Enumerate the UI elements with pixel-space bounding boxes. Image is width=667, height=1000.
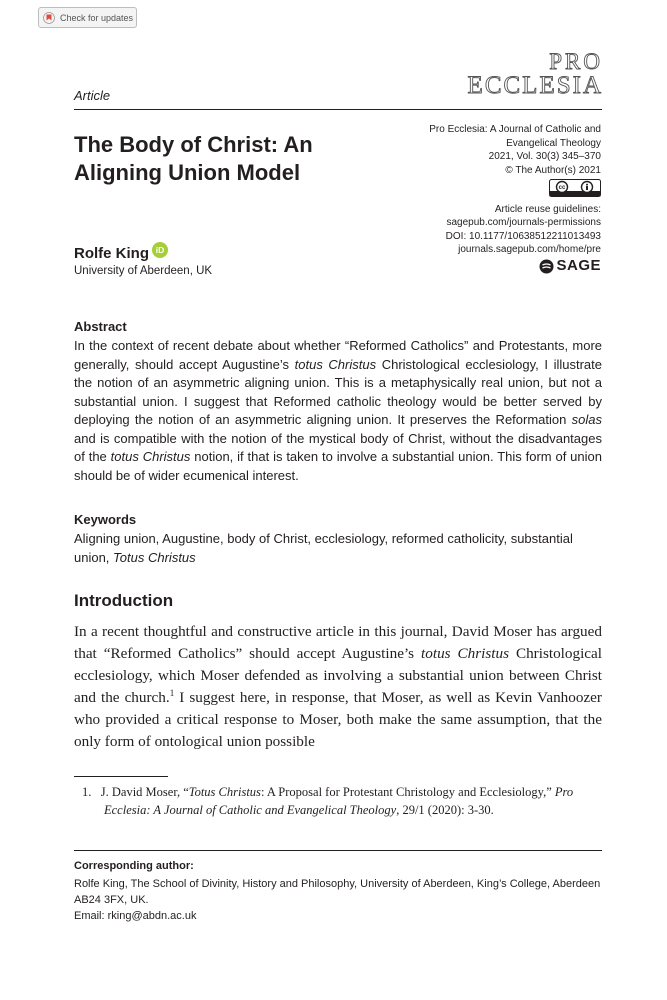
sage-logo	[539, 259, 601, 274]
introduction-text: In a recent thoughtful and constructive article in this journal, David Moser has argued that “Reformed Catholics” should accept Augustine’s totus Christus Christological ecclesiology, which Moser defended as involving a substantial union between Christ and the church.$^1$ I suggest here, in response, that Moser, as well as Kevin Vanhoozer who provided a critical response to Moser, both make the same assumption, that the only form of ontological union possible	[74, 623, 602, 750]
volume-info: 2021, Vol. 30(3) 345–370	[488, 151, 601, 162]
journal-url[interactable]: journals.sagepub.com/home/pre	[458, 244, 601, 255]
header-divider	[74, 109, 602, 110]
article-title: The Body of Christ: An Aligning Union Model	[74, 132, 313, 185]
author-name-row	[74, 245, 168, 262]
permissions-link[interactable]: sagepub.com/journals-permissions	[446, 217, 601, 228]
check-for-updates-label: Check for updates	[60, 12, 134, 23]
corresponding-address: Rolfe King, The School of Divinity, History and Philosophy, University of Aberdeen, King’s College, Aberdeen AB24 3FX, UK.	[74, 878, 601, 906]
footnote-ref[interactable]: 1	[169, 687, 175, 698]
author-affiliation: University of Aberdeen, UK	[74, 265, 213, 277]
reuse-guidelines-label: Article reuse guidelines:	[494, 203, 601, 215]
footnote: 1. J. David Moser, “Totus Christus: A Proposal for Protestant Christology and Ecclesiology,” Pro Ecclesia: A Journal of Catholic and Evangelical Theology, 29/1 (2020): 3-30.	[82, 785, 574, 817]
sage-icon	[539, 259, 554, 274]
publisher-name: SAGE	[556, 257, 601, 275]
orcid-icon[interactable]	[152, 242, 168, 258]
svg-text:iD: iD	[155, 244, 165, 255]
article-type-label: Article	[74, 88, 111, 103]
keywords-text: Aligning union, Augustine, body of Christ, ecclesiology, reformed catholicity, substantial union, Totus Christus	[74, 531, 573, 565]
footnote-number: 1.	[82, 785, 92, 799]
article-metadata	[361, 123, 601, 278]
corresponding-email[interactable]: Email: rking@abdn.ac.uk	[74, 910, 197, 922]
abstract-text: In the context of recent debate about whether “Reformed Catholics” and Protestants, more generally, should accept Augustine’s totus Christus Christological ecclesiology, I illustrate the notion of an asymmetric aligning union. This is a metaphysically real union, but not a substantial union. I suggest that Reformed catholic theology would be better served by deploying the notion of an asymmetric aligning union. It preserves the Reformation solas and is compatible with the notion of the mystical body of Christ, without the disadvantages of the totus Christus notion, if that is taken to involve a substantial union. This form of union should be of wider ecumenical interest.	[74, 338, 602, 483]
abstract-heading: Abstract	[74, 319, 127, 334]
doi[interactable]: DOI: 10.1177/10638512211013493	[445, 230, 601, 242]
copyright: © The Author(s) 2021	[505, 164, 601, 176]
footnote-divider	[74, 776, 168, 777]
journal-logo-line2: ECCLESIA	[467, 72, 603, 99]
corresponding-author-info	[74, 876, 602, 924]
svg-text:cc: cc	[558, 185, 566, 191]
crossmark-icon	[43, 12, 55, 24]
journal-name-line2: Evangelical Theology	[506, 137, 601, 149]
journal-logo	[468, 50, 603, 98]
check-for-updates-button[interactable]	[38, 7, 137, 28]
corresponding-divider	[74, 850, 602, 851]
journal-name-line1: Pro Ecclesia: A Journal of Catholic and	[429, 124, 601, 135]
author-name: Rolfe King	[74, 245, 149, 262]
keywords-heading: Keywords	[74, 512, 137, 527]
creative-commons-icon[interactable]	[549, 179, 601, 197]
journal-logo-line1: PRO	[549, 49, 603, 74]
corresponding-author-heading: Corresponding author:	[74, 860, 194, 872]
introduction-heading: Introduction	[74, 591, 174, 610]
